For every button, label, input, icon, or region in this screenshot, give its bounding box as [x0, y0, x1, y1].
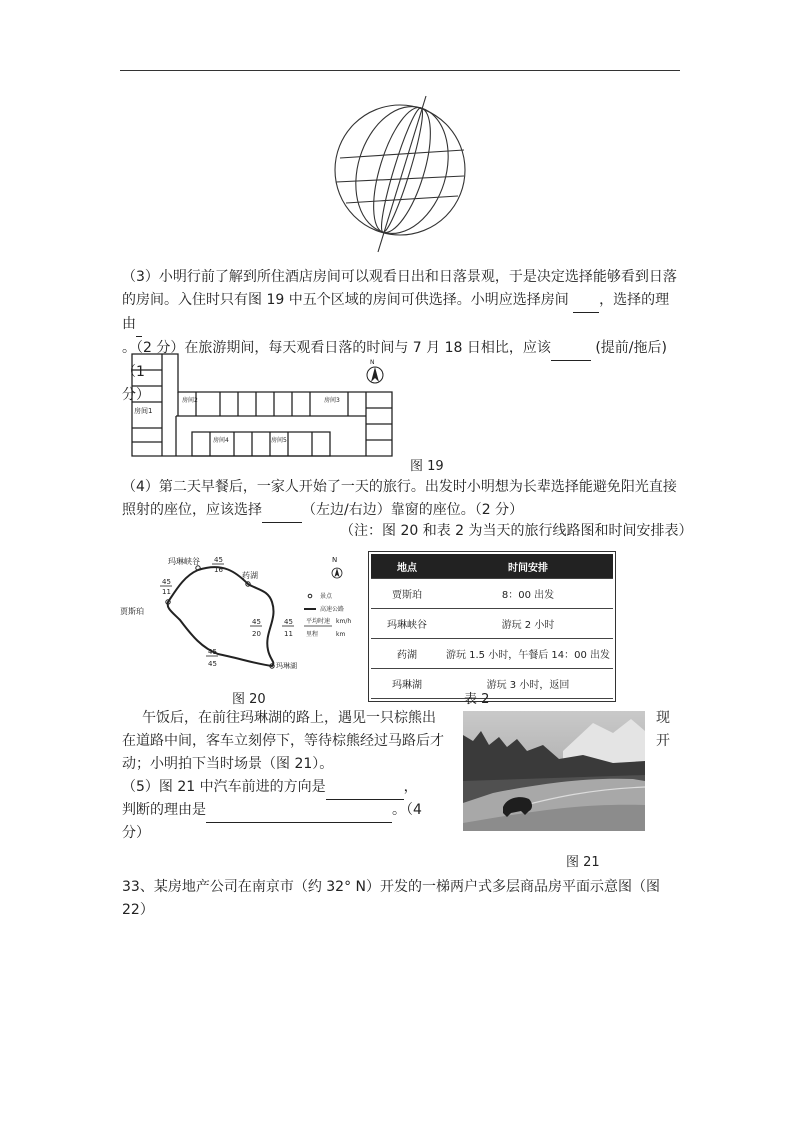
q4-note: （注：图 20 和表 2 为当天的旅行线路图和时间安排表）: [340, 523, 693, 539]
room-3-label: 房间3: [324, 397, 340, 404]
legend-scenic: 景点: [320, 593, 333, 600]
fig19-caption: 图 19: [410, 459, 444, 474]
room-answer-blank[interactable]: [573, 289, 599, 313]
place-maligne-lake: 玛琳湖: [276, 662, 297, 670]
q5-text: ，: [403, 779, 418, 795]
distance-label: 45: [208, 660, 217, 668]
legend-speed: 平均时速: [306, 618, 331, 625]
speed-label: 45: [284, 618, 293, 626]
cell-schedule: 游玩 2 小时: [443, 609, 613, 639]
speed-label: 45: [214, 556, 223, 564]
svg-text:N: N: [370, 359, 375, 366]
room-2-label: 房间2: [182, 397, 198, 404]
table2-caption: 表 2: [464, 692, 490, 707]
legend-scenic-icon: [308, 594, 312, 598]
q3-line2: [122, 289, 682, 337]
globe-outline: [335, 105, 465, 235]
q4-text: （左边/右边）靠窗的座位。（2 分）: [302, 502, 524, 518]
cell-schedule: 8：00 出发: [443, 579, 613, 609]
reason-answer-blank[interactable]: [206, 799, 392, 823]
q5-line5: [122, 799, 422, 823]
cell-schedule: 游玩 1.5 小时，午餐后 14：00 出发: [443, 639, 613, 669]
room-5-label: 房间5: [271, 437, 287, 444]
q5-line4: [122, 776, 418, 800]
reason-answer-blank[interactable]: [136, 313, 142, 337]
q3-text: 。（2 分）在旅游期间，每天观看日落的时间与 7 月 18 日相比，应该: [122, 340, 551, 356]
q5-line1: 午饭后，在前往玛琳湖的路上，遇见一只棕熊出: [142, 710, 436, 726]
cell-place: 药湖: [371, 639, 443, 669]
legend-speed-unit: km/h: [336, 618, 352, 625]
distance-label: 11: [284, 630, 293, 638]
globe-diagram: [330, 92, 470, 257]
q5-text: 判断的理由是: [122, 802, 206, 818]
distance-label: 20: [252, 630, 261, 638]
meridian: [375, 106, 428, 235]
q3-text: ，选择的理由: [122, 292, 670, 332]
header-schedule: 时间安排: [443, 554, 613, 579]
fig21-caption: 图 21: [566, 855, 600, 870]
table-row: [371, 639, 613, 669]
meridian: [362, 101, 442, 238]
place-jasper: 贾斯珀: [120, 607, 144, 616]
table-row: [371, 669, 613, 699]
q5-line2-tail: 开: [656, 733, 670, 749]
bear-road-photo: [463, 711, 645, 831]
cell-place: 玛琳湖: [371, 669, 443, 699]
north-label: N: [332, 556, 338, 564]
table-row: [371, 579, 613, 609]
north-arrow-icon: [364, 358, 386, 386]
fig20-caption: 图 20: [232, 692, 266, 707]
q5-line3: 动；小明拍下当时场景（图 21）。: [122, 756, 334, 772]
floor-outline: [132, 354, 392, 456]
distance-label: 16: [214, 566, 223, 574]
place-medicine-lake: 药湖: [242, 571, 258, 580]
header-place: 地点: [371, 554, 443, 579]
schedule-table: [371, 554, 613, 699]
distance-label: 11: [162, 588, 171, 596]
sunset-answer-blank[interactable]: [551, 337, 591, 361]
q3-text: 的房间。入住时只有图 19 中五个区域的房间可供选择。小明应选择房间: [122, 292, 574, 308]
q4-paragraph: [122, 476, 682, 523]
room-4-label: 房间4: [213, 437, 229, 444]
q4-text: 照射的座位，应该选择: [122, 502, 262, 518]
q33-line2: 22）: [122, 902, 154, 918]
q33-line1: 33、某房地产公司在南京市（约 32° N）开发的一梯两户式多层商品房平面示意图（图: [122, 879, 660, 895]
legend-highway: 高速公路: [320, 606, 345, 613]
q5-text: 。（4: [392, 802, 422, 818]
highway-route: [168, 567, 274, 666]
parallel-line: [340, 150, 464, 158]
top-rule: [120, 70, 680, 71]
cell-place: 贾斯珀: [371, 579, 443, 609]
q5-line2: 在道路中间，客车立刻停下，等待棕熊经过马路后才: [122, 733, 444, 749]
q3-text: (提前/拖后)（1: [122, 340, 667, 380]
speed-label: 45: [252, 618, 261, 626]
seat-answer-blank[interactable]: [262, 499, 302, 523]
direction-answer-blank[interactable]: [326, 776, 404, 800]
cell-schedule: 游玩 3 小时，返回: [443, 669, 613, 699]
room-1-label: 房间1: [134, 407, 153, 415]
place-malign-canyon: 玛琳峡谷: [168, 557, 200, 566]
route-map: [118, 550, 368, 675]
legend-distance: 里程: [306, 631, 319, 638]
q3-line1: （3）小明行前了解到所住酒店房间可以观看日出和日落景观，于是决定选择能够看到日落: [122, 269, 677, 285]
speed-label: 45: [208, 648, 217, 656]
speed-label: 45: [162, 578, 171, 586]
table-header-row: [371, 554, 613, 579]
schedule-table-frame: [368, 551, 616, 702]
q33-paragraph: [122, 876, 682, 922]
q4-line1: （4）第二天早餐后，一家人开始了一天的旅行。出发时小明想为长辈选择能避免阳光直接: [122, 479, 677, 495]
q5-line6: 分）: [122, 825, 150, 841]
q3-line4: 分）: [122, 387, 150, 403]
meridian: [341, 95, 463, 245]
cell-place: 玛琳峡谷: [371, 609, 443, 639]
legend-distance-unit: km: [336, 631, 346, 638]
table-row: [371, 609, 613, 639]
q5-line1-tail: 现: [656, 710, 670, 726]
q5-text: （5）图 21 中汽车前进的方向是: [122, 779, 326, 795]
